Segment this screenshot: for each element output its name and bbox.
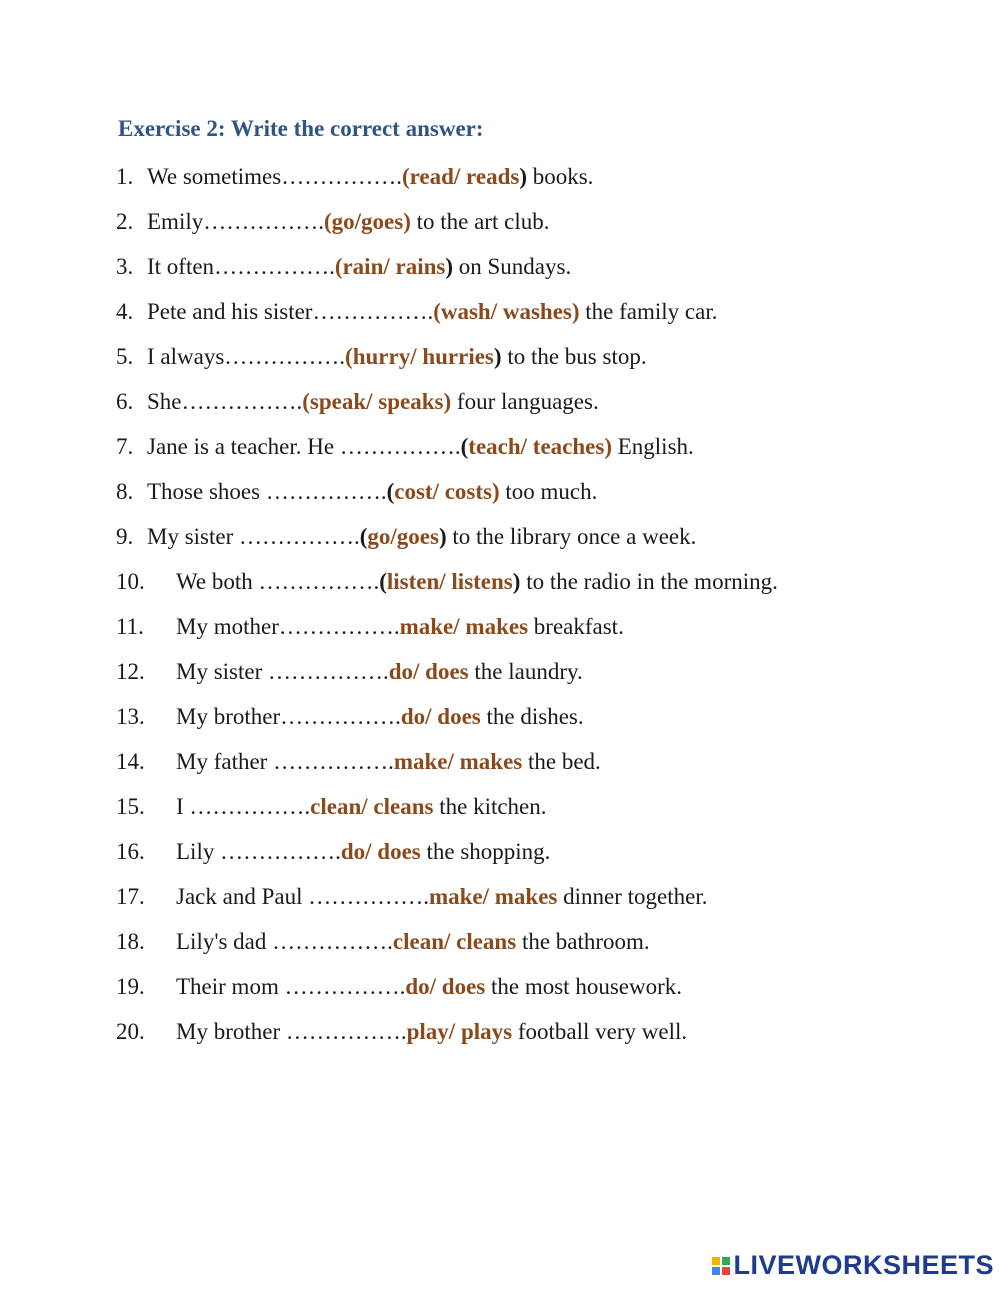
- sentence-start: My brother: [176, 1019, 286, 1044]
- item-number: 4.: [116, 299, 134, 324]
- verb-options: go/goes: [367, 524, 439, 549]
- logo-square: [722, 1257, 730, 1265]
- answer-blank[interactable]: …………….: [224, 344, 346, 369]
- item-number: 5.: [116, 344, 134, 369]
- exercise-list: [116, 161, 976, 1061]
- verb-options: (go/goes): [323, 209, 411, 234]
- logo-square: [712, 1257, 720, 1265]
- sentence-start: My father: [176, 749, 274, 774]
- answer-blank[interactable]: …………….: [278, 614, 400, 639]
- exercise-item: [116, 971, 976, 1016]
- answer-blank[interactable]: …………….: [308, 884, 429, 909]
- item-number: 13.: [116, 704, 145, 729]
- item-number: 10.: [116, 569, 145, 594]
- exercise-item: [116, 161, 976, 206]
- liveworksheets-logo: [712, 1250, 994, 1281]
- item-number: 18.: [116, 929, 145, 954]
- verb-options: (speak/ speaks): [302, 389, 452, 414]
- answer-blank[interactable]: …………….: [258, 569, 380, 594]
- verb-options: clean/ cleans: [392, 929, 517, 954]
- exercise-item: [116, 566, 976, 611]
- sentence-end: the most housework.: [485, 974, 682, 999]
- sentence-start: Lily: [176, 839, 221, 864]
- exercise-item: [116, 296, 976, 341]
- sentence-start: It often: [147, 254, 215, 279]
- sentence-start: My sister: [147, 524, 239, 549]
- sentence-end: four languages.: [451, 389, 599, 414]
- item-number: 1.: [116, 164, 134, 189]
- sentence-end: books.: [526, 164, 594, 189]
- exercise-item: [116, 746, 976, 791]
- answer-blank[interactable]: …………….: [265, 479, 387, 504]
- item-number: 20.: [116, 1019, 145, 1044]
- item-number: 15.: [116, 794, 145, 819]
- close-paren: ): [519, 164, 527, 189]
- verb-options: play/ plays: [406, 1019, 513, 1044]
- sentence-end: the laundry.: [468, 659, 583, 684]
- answer-blank[interactable]: …………….: [268, 659, 389, 684]
- open-paren: (: [386, 479, 395, 504]
- item-number: 2.: [116, 209, 134, 234]
- sentence-start: My brother: [176, 704, 281, 729]
- close-paren: ): [493, 344, 502, 369]
- open-paren: (: [359, 524, 368, 549]
- sentence-end: to the library once a week.: [446, 524, 697, 549]
- logo-square: [722, 1267, 730, 1275]
- verb-options: (wash/ washes): [433, 299, 580, 324]
- sentence-start: Pete and his sister: [147, 299, 313, 324]
- sentence-start: We both: [176, 569, 259, 594]
- sentence-start: Their mom: [176, 974, 285, 999]
- item-number: 7.: [116, 434, 134, 459]
- verb-options: do/ does: [405, 974, 486, 999]
- sentence-end: the bed.: [522, 749, 601, 774]
- exercise-item: [116, 341, 976, 386]
- item-number: 19.: [116, 974, 145, 999]
- answer-blank[interactable]: …………….: [280, 704, 401, 729]
- answer-blank[interactable]: …………….: [203, 209, 324, 234]
- sentence-start: My sister: [176, 659, 268, 684]
- sentence-end: dinner together.: [557, 884, 708, 909]
- exercise-item: [116, 791, 976, 836]
- verb-options: (rain/ rains: [334, 254, 446, 279]
- sentence-end: breakfast.: [528, 614, 624, 639]
- sentence-start: Jane is a teacher. He: [147, 434, 340, 459]
- sentence-start: Lily's dad: [176, 929, 273, 954]
- exercise-item: [116, 476, 976, 521]
- close-paren: ): [445, 254, 454, 279]
- answer-blank[interactable]: …………….: [214, 254, 335, 279]
- item-number: 11.: [116, 614, 144, 639]
- item-number: 12.: [116, 659, 145, 684]
- logo-text: LIVEWORKSHEETS: [733, 1250, 994, 1280]
- verb-options: do/ does: [400, 704, 481, 729]
- item-number: 6.: [116, 389, 134, 414]
- sentence-end: English.: [611, 434, 694, 459]
- exercise-item: [116, 251, 976, 296]
- sentence-end: the dishes.: [480, 704, 584, 729]
- verb-options: (hurry/ hurries: [345, 344, 494, 369]
- sentence-start: Jack and Paul: [176, 884, 309, 909]
- verb-options: listen/ listens: [386, 569, 513, 594]
- verb-options: make/ makes: [428, 884, 558, 909]
- sentence-end: too much.: [499, 479, 598, 504]
- answer-blank[interactable]: …………….: [220, 839, 341, 864]
- close-paren: ): [512, 569, 521, 594]
- answer-blank[interactable]: …………….: [189, 794, 311, 819]
- sentence-end: football very well.: [512, 1019, 688, 1044]
- exercise-item: [116, 656, 976, 701]
- answer-blank[interactable]: …………….: [273, 749, 394, 774]
- logo-mark-icon: [712, 1257, 730, 1275]
- item-number: 16.: [116, 839, 145, 864]
- exercise-item: [116, 701, 976, 746]
- close-paren: ): [438, 524, 447, 549]
- exercise-item: [116, 881, 976, 926]
- answer-blank[interactable]: …………….: [339, 434, 461, 459]
- sentence-end: the bathroom.: [516, 929, 650, 954]
- sentence-start: I always: [147, 344, 225, 369]
- sentence-start: Emily: [147, 209, 204, 234]
- verb-options: (read/ reads: [401, 164, 520, 189]
- logo-square: [712, 1267, 720, 1275]
- open-paren: (: [379, 569, 387, 594]
- exercise-title: Exercise 2: Write the correct answer:: [118, 116, 484, 141]
- sentence-end: the kitchen.: [433, 794, 547, 819]
- item-number: 17.: [116, 884, 145, 909]
- sentence-end: to the art club.: [410, 209, 550, 234]
- item-number: 3.: [116, 254, 134, 279]
- verb-options: clean/ cleans: [310, 794, 434, 819]
- answer-blank[interactable]: …………….: [281, 164, 402, 189]
- sentence-start: I: [176, 794, 190, 819]
- exercise-item: [116, 1016, 976, 1061]
- sentence-end: on Sundays.: [453, 254, 572, 279]
- sentence-start: She: [147, 389, 182, 414]
- answer-blank[interactable]: …………….: [284, 974, 406, 999]
- exercise-item: [116, 611, 976, 656]
- exercise-item: [116, 521, 976, 566]
- answer-blank[interactable]: …………….: [312, 299, 434, 324]
- item-number: 9.: [116, 524, 134, 549]
- exercise-item: [116, 206, 976, 251]
- verb-options: cost/ costs): [394, 479, 500, 504]
- sentence-start: Those shoes: [147, 479, 266, 504]
- sentence-end: the shopping.: [420, 839, 551, 864]
- verb-options: teach/ teaches): [468, 434, 612, 459]
- open-paren: (: [460, 434, 469, 459]
- verb-options: do/ does: [388, 659, 469, 684]
- sentence-start: We sometimes: [147, 164, 282, 189]
- verb-options: make/ makes: [393, 749, 523, 774]
- exercise-item: [116, 386, 976, 431]
- sentence-end: to the radio in the morning.: [520, 569, 778, 594]
- answer-blank[interactable]: …………….: [181, 389, 303, 414]
- verb-options: do/ does: [340, 839, 421, 864]
- answer-blank[interactable]: …………….: [285, 1019, 407, 1044]
- answer-blank[interactable]: …………….: [239, 524, 360, 549]
- sentence-start: My mother: [176, 614, 279, 639]
- item-number: 8.: [116, 479, 134, 504]
- sentence-end: to the bus stop.: [501, 344, 647, 369]
- exercise-item: [116, 431, 976, 476]
- sentence-end: the family car.: [579, 299, 718, 324]
- verb-options: make/ makes: [399, 614, 529, 639]
- item-number: 14.: [116, 749, 145, 774]
- exercise-item: [116, 926, 976, 971]
- exercise-item: [116, 836, 976, 881]
- answer-blank[interactable]: …………….: [272, 929, 393, 954]
